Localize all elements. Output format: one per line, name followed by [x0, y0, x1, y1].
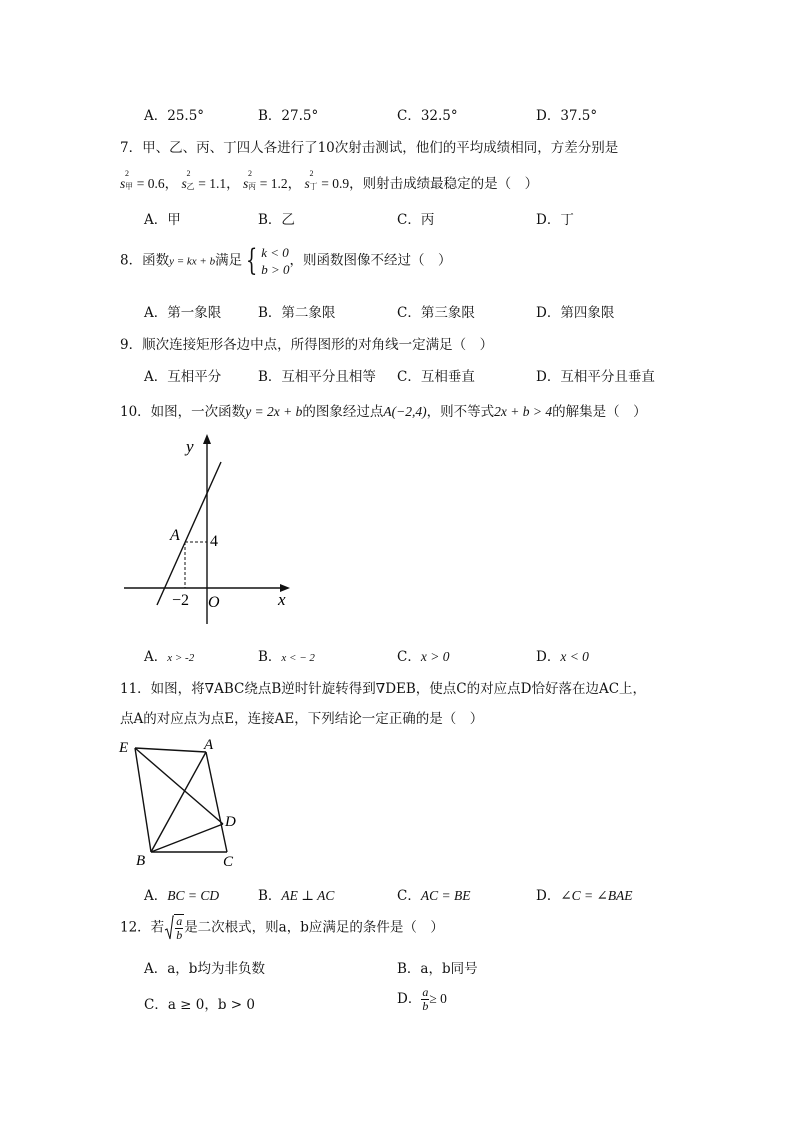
q12-option-b: B．a，b同号: [397, 961, 478, 977]
edge-EB: [135, 748, 151, 852]
q12-stem: 12．若 $\frac{a}{b}$ 是二次根式，则a，b应满足的条件是（ ）: [120, 914, 444, 942]
q7-option-b: B．乙: [258, 212, 295, 228]
neg2-label: −2: [172, 592, 190, 609]
q11-option-c: C．AC = BE: [397, 888, 471, 904]
q11-option-d: D．∠C = ∠BAE: [536, 888, 633, 904]
q8-option-b: B．第二象限: [258, 305, 336, 321]
q7-stem: 7．甲、乙、丙、丁四人各进行了10次射击测试，他们的平均成绩相同，方差分别是: [120, 140, 619, 156]
edge-BD: [151, 824, 223, 852]
sqrt-sign: [164, 915, 174, 941]
label-A: A: [204, 737, 214, 753]
q7-option-a: A．甲: [144, 212, 181, 228]
q12-option-d: D． $\frac{a}{b}$ ≥ 0: [397, 985, 447, 1013]
y-label: y: [186, 437, 194, 456]
four-label: 4: [210, 533, 218, 550]
edge-AC: [206, 752, 227, 852]
q11-option-b: B．AE ⊥ AC: [258, 888, 335, 904]
q9-option-d: D．互相平分且垂直: [536, 369, 655, 385]
q7-option-c: C．丙: [397, 212, 435, 228]
q8-option-a: A．第一象限: [144, 305, 222, 321]
q8-option-c: C．第三象限: [397, 305, 475, 321]
q9-option-b: B．互相平分且相等: [258, 369, 376, 385]
q6-option-d: D．37.5°: [536, 108, 598, 124]
q6-option-a: A．25.5°: [144, 108, 205, 124]
q11-option-a: A．BC = CD: [144, 888, 220, 904]
label-E: E: [119, 740, 129, 756]
q10-stem: 10．如图，一次函数y = 2x + b的图象经过点A(−2,4)，则不等式2x + b > 4的解集是（ ）: [120, 404, 647, 420]
point-a-label: A: [170, 527, 180, 544]
q9-stem: 9．顺次连接矩形各边中点，所得图形的对角线一定满足（ ）: [120, 337, 494, 353]
q6-option-b: B．27.5°: [258, 108, 319, 124]
edge-EA: [135, 748, 206, 752]
q8-option-d: D．第四象限: [536, 305, 615, 321]
q12-option-c: C．a ≥ 0，b > 0: [144, 997, 255, 1013]
q11-line1: 11．如图，将∇ABC绕点B逆时针旋转得到∇DEB，使点C的对应点D恰好落在边AC上，: [120, 681, 647, 697]
q9-option-c: C．互相垂直: [397, 369, 475, 385]
q6-option-c: C．32.5°: [397, 108, 458, 124]
q7-variances: s 2 甲 = 0.6， s 2 乙 = 1.1， s 2 丙 = 1.2， s 2 丁 = 0.9，则射击成绩最稳定的是（ ）: [120, 169, 539, 191]
q11-line2: 点A的对应点为点E，连接AE，下列结论一定正确的是（ ）: [120, 711, 484, 727]
label-D: D: [225, 814, 236, 830]
q10-option-a: A．x > -2: [144, 649, 195, 665]
q11-figure: [118, 735, 248, 870]
edge-ED: [135, 748, 223, 824]
q10-graph: [120, 430, 300, 630]
q8-stem: 8．函数y = kx + b满足 { k < 0 b > 0 ，则函数图像不经过（ ）: [120, 243, 452, 278]
origin-label: O: [208, 594, 220, 611]
label-B: B: [136, 853, 146, 869]
q7-option-d: D．丁: [536, 212, 574, 228]
y-axis-arrow: [203, 434, 211, 444]
q10-option-c: C．x > 0: [397, 649, 450, 665]
q9-option-a: A．互相平分: [144, 369, 222, 385]
q10-option-d: D．x < 0: [536, 649, 589, 665]
q12-option-a: A．a，b均为非负数: [144, 961, 265, 977]
q10-option-b: B．x < − 2: [258, 649, 315, 665]
label-C: C: [223, 854, 234, 870]
x-label: x: [278, 590, 286, 609]
